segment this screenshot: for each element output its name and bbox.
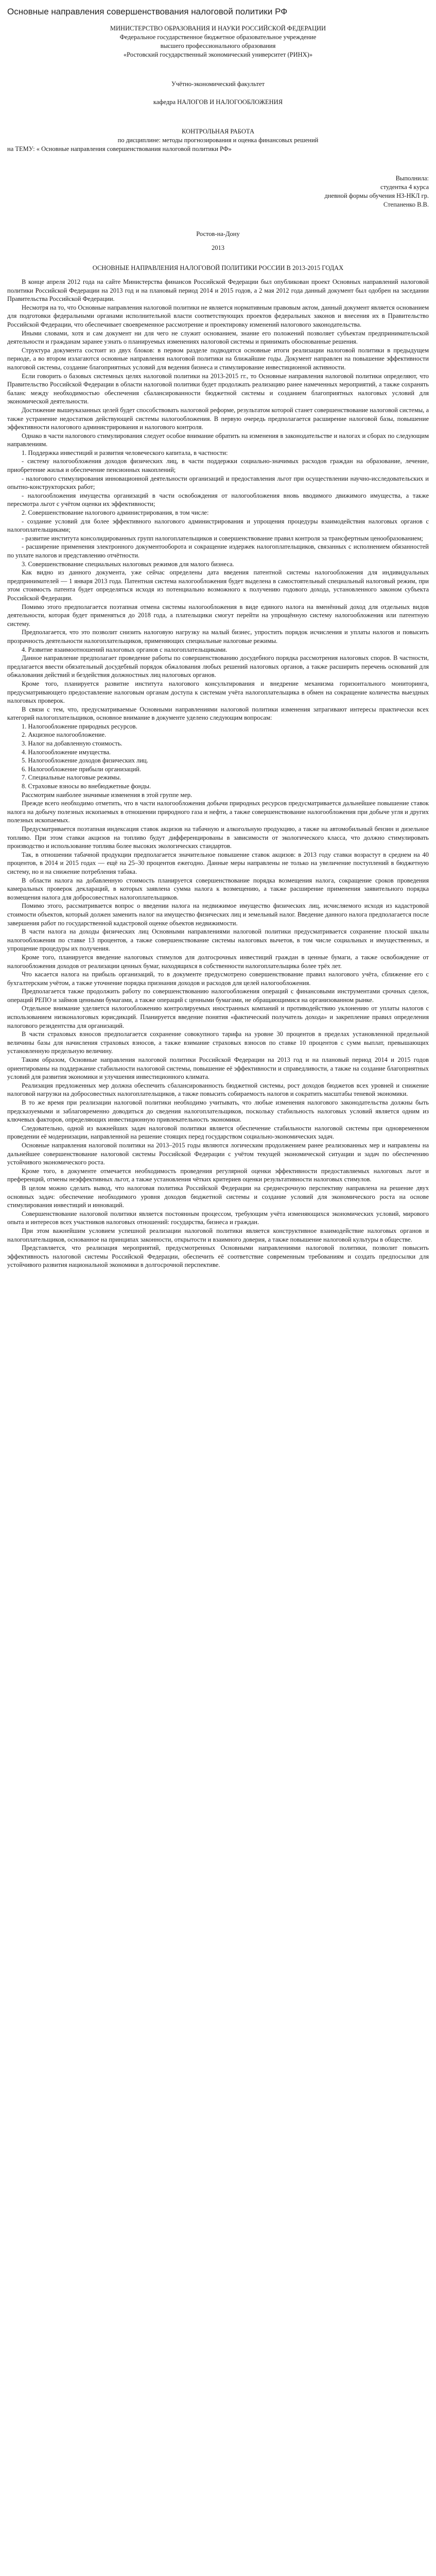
paragraph: - налогообложения имущества организаций в части освобождения от налогообложения вновь вводимого движимого имущества, а также пересмотра льгот с учётом оценки их эффективности; bbox=[7, 492, 429, 508]
paragraph: Структура документа состоит из двух блоков: в первом разделе подводятся основные итоги реализации налоговой политики в предыдущем периоде, а во втором излагаются основные направления налоговой политики на ближайшие годы. Документ направлен на повышение эффективности налоговой системы, создание благоприятных условий для ведения бизнеса и стимулирование инвестиционной активности. bbox=[7, 346, 429, 371]
paragraph: Кроме того, в документе отмечается необходимость проведения регулярной оценки эффективности предоставляемых налоговых льгот и преференций, отмены неэффективных льгот, а также установления чётких критериев оценки результативности налоговых стимулов. bbox=[7, 1167, 429, 1183]
paragraph: Достижение вышеуказанных целей будет способствовать налоговой реформе, результатом которой станет совершенствование налоговой системы, а также устранение недостатков действующей системы налогообложения. В первую очередь предполагается расширение налоговой базы, повышение эффективности налогового администрирования и налогового контроля. bbox=[7, 406, 429, 431]
list-item: 4. Налогообложение имущества. bbox=[22, 748, 111, 756]
university-line: «Ростовский государственный экономический университет (РИНХ)» bbox=[123, 51, 313, 58]
list-item: 2. Совершенствование налогового администрирования, в том числе: bbox=[22, 509, 209, 517]
list-item: 7. Специальные налоговые режимы. bbox=[22, 774, 121, 782]
list-item: 6. Налогообложение прибыли организаций. bbox=[22, 765, 141, 773]
topic: на ТЕМУ: « Основные направления совершенствования налоговой политики РФ» bbox=[7, 145, 232, 152]
paragraph: В целом можно сделать вывод, что налоговая политика Российской Федерации на среднесрочную перспективу направлена на решение двух основных задач: обеспечение необходимого уровня доходов бюджетной системы и создание условий для экономического роста на основе стимулирования инвестиций и инноваций. bbox=[7, 1184, 429, 1209]
department: кафедра НАЛОГОВ И НАЛОГООБЛОЖЕНИЯ bbox=[153, 98, 283, 106]
paragraph: - налогового стимулирования инновационной деятельности организаций и предоставления льгот при осуществлении научно-исследовательских и опытно-конструкторских работ; bbox=[7, 474, 429, 491]
list-item: 8. Страховые взносы во внебюджетные фонды. bbox=[22, 783, 151, 790]
paragraph: Кроме того, планируется введение налоговых стимулов для долгосрочных инвестиций граждан в ценные бумаги, а также освобождение от налогообложения доходов от реализации ценных бумаг, находящихся в собственности налогоплательщика более трёх лет. bbox=[7, 953, 429, 970]
paragraph: Однако в части налогового стимулирования следует особое внимание обратить на изменения в законодательстве и налогах и сборах по следующим направлениям. bbox=[7, 432, 429, 448]
document bbox=[0, 0, 436, 1269]
paragraph: Иными словами, хотя и сам документ ни для чего не служит основанием, знание его положений позволяет субъектам предпринимательской деятельности и гражданам заранее узнать о планируемых изменениях налоговой системы и принимать обоснованные решения. bbox=[7, 329, 429, 346]
paragraph: В связи с тем, что, предусматриваемые Основными направлениями налоговой политики изменения затрагивают интересы практически всех категорий налогоплательщиков, основное внимание в документе уделено следующим вопросам: bbox=[7, 705, 429, 722]
list-item: 4. Развитие взаимоотношений налоговых органов с налогоплательщиками. bbox=[22, 646, 228, 653]
paragraph: Кроме того, планируется развитие института налогового консультирования и внедрение механизма горизонтального мониторинга, предусматривающего предоставление налоговым органам доступа к системам учёта налогоплательщика в обмен на сокращение количества выездных налоговых проверок. bbox=[7, 680, 429, 705]
list-item: 1. Налогообложение природных ресурсов. bbox=[22, 722, 137, 730]
paragraph: При этом важнейшим условием успешной реализации налоговой политики является конструктивное взаимодействие налоговых органов и налогоплательщиков, основанное на принципах законности, открытости и взаимного доверия, а также повышение налоговой культуры в обществе. bbox=[7, 1227, 429, 1243]
signature-name: Степаненко В.В. bbox=[383, 201, 429, 208]
institution-line: Федеральное государственное бюджетное образовательное учреждение bbox=[119, 33, 317, 41]
paragraph: Если говорить о базовых системных целях налоговой политики на 2013-2015 гг., то Основные направления налоговой политики определяют, что Правительство Российской Федерации в области налоговой политики будет продолжать реализацию ранее намеченных мероприятий, а также сохранять баланс между необходимостью обеспечения сбалансированности бюджетной системы и созданием благоприятных налоговых условий для экономической деятельности. bbox=[7, 372, 429, 405]
paragraph: В конце апреля 2012 года на сайте Министерства финансов Российской Федерации был опубликован проект Основных направлений налоговой политики Российской Федерации на 2013 год и на плановый период 2014 и 2015 годов, а 2 мая 2012 года данный документ был одобрен на заседании Правительства Российской Федерации. bbox=[7, 278, 429, 303]
signature-label: Выполнила: bbox=[395, 175, 429, 182]
institution-header bbox=[7, 24, 429, 59]
list-item: 3. Налог на добавленную стоимость. bbox=[22, 740, 123, 748]
paragraph: - развитие института консолидированных групп налогоплательщиков и совершенствование правил контроля за трансфертным ценообразованием; bbox=[22, 534, 423, 542]
paragraph: Прежде всего необходимо отметить, что в части налогообложения добычи природных ресурсов предусматривается дальнейшее повышение ставок налога на добычу полезных ископаемых в отношении природного газа и нефти, а также совершенствование налогообложения при добыче угля и других полезных ископаемых. bbox=[7, 800, 429, 824]
paragraph: - создание условий для более эффективного налогового администрирования и упрощения процедуры взаимодействия налоговых органов с налогоплательщиками; bbox=[7, 517, 429, 534]
paragraph: В области налога на добавленную стоимость планируется совершенствование порядка возмещения налога, сокращение сроков проведения камеральных проверок деклараций, в которых заявлена сумма налога к возмещению, а также расширение применения заявительного порядка возмещения налога для добросовестных налогоплательщиков. bbox=[7, 876, 429, 901]
city: Ростов-на-Дону bbox=[196, 230, 240, 238]
paragraph: Так, в отношении табачной продукции предполагается значительное повышение ставок акцизов: в 2013 году ставки возрастут в среднем на 40 процентов, в 2014 и 2015 годах — ещё на 25–30 процентов ежегодно. Данные меры направлены не только на увеличение поступлений в бюджетную систему, но и на снижение потребления табака. bbox=[7, 851, 429, 875]
body-text bbox=[7, 278, 429, 1269]
paragraph: Основные направления налоговой политики на 2013–2015 годы являются логическим продолжением ранее реализованных мер и направлены на дальнейшее совершенствование налоговой системы Российской Федерации с учётом текущей экономической ситуации и задач по обеспечению устойчивого экономического роста. bbox=[7, 1141, 429, 1166]
paragraph: Как видно из данного документа, уже сейчас определены дата введения патентной системы налогообложения для индивидуальных предпринимателей — 1 января 2013 года. Патентная система налогообложения будет выделена в самостоятельный специальный налоговый режим, при этом стоимость патента будет определяться исходя из потенциально возможного к получению годового дохода, установленного законом субъекта Российской Федерации. bbox=[7, 569, 429, 602]
education-line: высшего профессионального образования bbox=[160, 42, 276, 49]
signature-course: студентка 4 курса bbox=[380, 183, 429, 191]
paragraph: - расширение применения электронного документооборота и сокращение издержек налогоплательщиков, связанных с исполнением обязанностей по уплате налогов и представлению отчётности. bbox=[7, 543, 429, 559]
signature-block bbox=[7, 174, 429, 209]
paragraph: Таким образом, Основные направления налоговой политики Российской Федерации на 2013 год и на плановый период 2014 и 2015 годов ориентированы на поддержание стабильности налоговой системы, повышение её эффективности и справедливости, а также на создание благоприятных условий для развития экономики и улучшения инвестиционного климата. bbox=[7, 1056, 429, 1081]
paragraph: Следовательно, одной из важнейших задач налоговой политики является обеспечение стабильности налоговой системы при одновременном проведении её модернизации, направленной на решение стоящих перед государством социально-экономических задач. bbox=[7, 1124, 429, 1141]
paragraph: Предполагается, что это позволит снизить налоговую нагрузку на малый бизнес, упростить порядок исчисления и уплаты налогов и повысить прозрачность деятельности налогоплательщиков, применяющих специальные налоговые режимы. bbox=[7, 629, 429, 645]
list-item: 1. Поддержка инвестиций и развития человеческого капитала, в частности: bbox=[22, 449, 228, 456]
paragraph: - систему налогообложения доходов физических лиц, в части поддержки социально-значимых расходов граждан на образование, лечение, приобретение жилья и обеспечение пенсионных накоплений; bbox=[7, 457, 429, 474]
paragraph: Рассмотрим наиболее значимые изменения в этой группе мер. bbox=[22, 791, 193, 799]
paragraph: Реализация предложенных мер должна обеспечить сбалансированность бюджетной системы, рост доходов бюджетов всех уровней и снижение налоговой нагрузки на добросовестных налогоплательщиков, а также повысить собираемость налогов и сократить масштабы теневой экономики. bbox=[7, 1081, 429, 1098]
paragraph: Представляется, что реализация мероприятий, предусмотренных Основными направлениями налоговой политики, позволит повысить эффективность налоговой системы Российской Федерации, обеспечить её соответствие современным требованиям и создать предпосылки для устойчивого развития национальной экономики в долгосрочной перспективе. bbox=[7, 1244, 429, 1269]
paragraph: Предполагается также продолжить работу по совершенствованию налогообложения операций с финансовыми инструментами срочных сделок, операций РЕПО и займов ценными бумагами, а также операций с ценными бумагами, не обращающимися на организованном рынке. bbox=[7, 988, 429, 1004]
main-heading: ОСНОВНЫЕ НАПРАВЛЕНИЯ НАЛОГОВОЙ ПОЛИТИКИ РОССИИ В 2013-2015 ГОДАХ bbox=[92, 264, 344, 272]
paragraph: В части страховых взносов предполагается сохранение совокупного тарифа на уровне 30 процентов в пределах установленной предельной величины базы для начисления страховых взносов, а также взимание страховых взносов по ставке 10 процентов с сумм выплат, превышающих установленную предельную величину. bbox=[7, 1030, 429, 1055]
discipline: по дисциплине: методы прогнозирования и оценка финансовых решений bbox=[117, 137, 319, 144]
year: 2013 bbox=[212, 244, 224, 251]
paragraph: Отдельное внимание уделяется налогообложению контролируемых иностранных компаний и противодействию уклонению от уплаты налогов с использованием низконалоговых юрисдикций. Планируется введение понятия «фактический получатель дохода» и закрепление правил определения налогового резидентства для организаций. bbox=[7, 1005, 429, 1029]
paragraph: Данное направление предполагает проведение работы по совершенствованию досудебного порядка рассмотрения налоговых споров. В частности, предлагается ввести обязательный досудебный порядок обжалования любых решений налоговых органов, а также расширить перечень оснований для обжалования действий и бездействия должностных лиц налоговых органов. bbox=[7, 654, 429, 679]
paragraph: Помимо этого, рассматривается вопрос о введении налога на недвижимое имущество физических лиц, исчисляемого исходя из кадастровой стоимости объектов, который должен заменить налог на имущество физических лиц и земельный налог. Введение данного налога предполагается после завершения работ по государственной кадастровой оценке объектов недвижимости. bbox=[7, 902, 429, 927]
ministry-line: МИНИСТЕРСТВО ОБРАЗОВАНИЯ И НАУКИ РОССИЙСКОЙ ФЕДЕРАЦИИ bbox=[110, 25, 326, 32]
paragraph: В части налога на доходы физических лиц Основными направлениями налоговой политики предусматривается сохранение плоской шкалы налогообложения по ставке 13 процентов, а также совершенствование системы налоговых вычетов, в том числе социальных и имущественных, и упрощение процедуры их получения. bbox=[7, 928, 429, 953]
paragraph: Что касается налога на прибыль организаций, то в документе предусмотрено совершенствование правил налогового учёта, сближение его с бухгалтерским учётом, а также уточнение порядка признания доходов и расходов для целей налогообложения. bbox=[7, 971, 429, 987]
paragraph: В то же время при реализации налоговой политики необходимо учитывать, что любые изменения налогового законодательства должны быть предсказуемыми и заблаговременно доводиться до сведения налогоплательщиков, поскольку стабильность налоговых условий является одним из ключевых факторов, определяющих инвестиционную привлекательность экономики. bbox=[7, 1099, 429, 1124]
paragraph: Несмотря на то, что Основные направления налоговой политики не является нормативным правовым актом, данный документ является основанием для подготовки федеральными органами исполнительной власти соответствующих проектов федеральных законов и внесения их в Правительство Российской Федерации, что обеспечивает своевременное рассмотрение и проектировку изменений налогового законодательства. bbox=[7, 303, 429, 328]
work-type: КОНТРОЛЬНАЯ РАБОТА bbox=[182, 128, 254, 135]
paragraph: Совершенствование налоговой политики является постоянным процессом, требующим учёта изменяющихся экономических условий, мирового опыта и интересов всех участников налоговых отношений: государства, бизнеса и граждан. bbox=[7, 1210, 429, 1226]
list-item: 2. Акцизное налогообложение. bbox=[22, 731, 107, 739]
signature-group: дневной формы обучения НЗ-НКЛ гр. bbox=[324, 192, 429, 199]
list-item: 5. Налогообложение доходов физических лиц. bbox=[22, 757, 148, 765]
page-title: Основные направления совершенствования налоговой политики РФ bbox=[7, 7, 288, 16]
faculty: Учётно-экономический факультет bbox=[171, 80, 265, 88]
paragraph: Предусматривается поэтапная индексация ставок акцизов на табачную и алкогольную продукцию, а также на автомобильный бензин и дизельное топливо. При этом ставки акцизов на топливо будут дифференцированы в зависимости от экологического класса, что должно стимулировать производство и использование топлива более высоких экологических стандартов. bbox=[7, 825, 429, 850]
paragraph: Помимо этого предполагается поэтапная отмена системы налогообложения в виде единого налога на вменённый доход для отдельных видов деятельности, которая будет применяться до 2018 года, а плательщики смогут перейти на упрощённую систему налогообложения или патентную систему. bbox=[7, 603, 429, 628]
list-item: 3. Совершенствование специальных налоговых режимов для малого бизнеса. bbox=[22, 560, 234, 568]
